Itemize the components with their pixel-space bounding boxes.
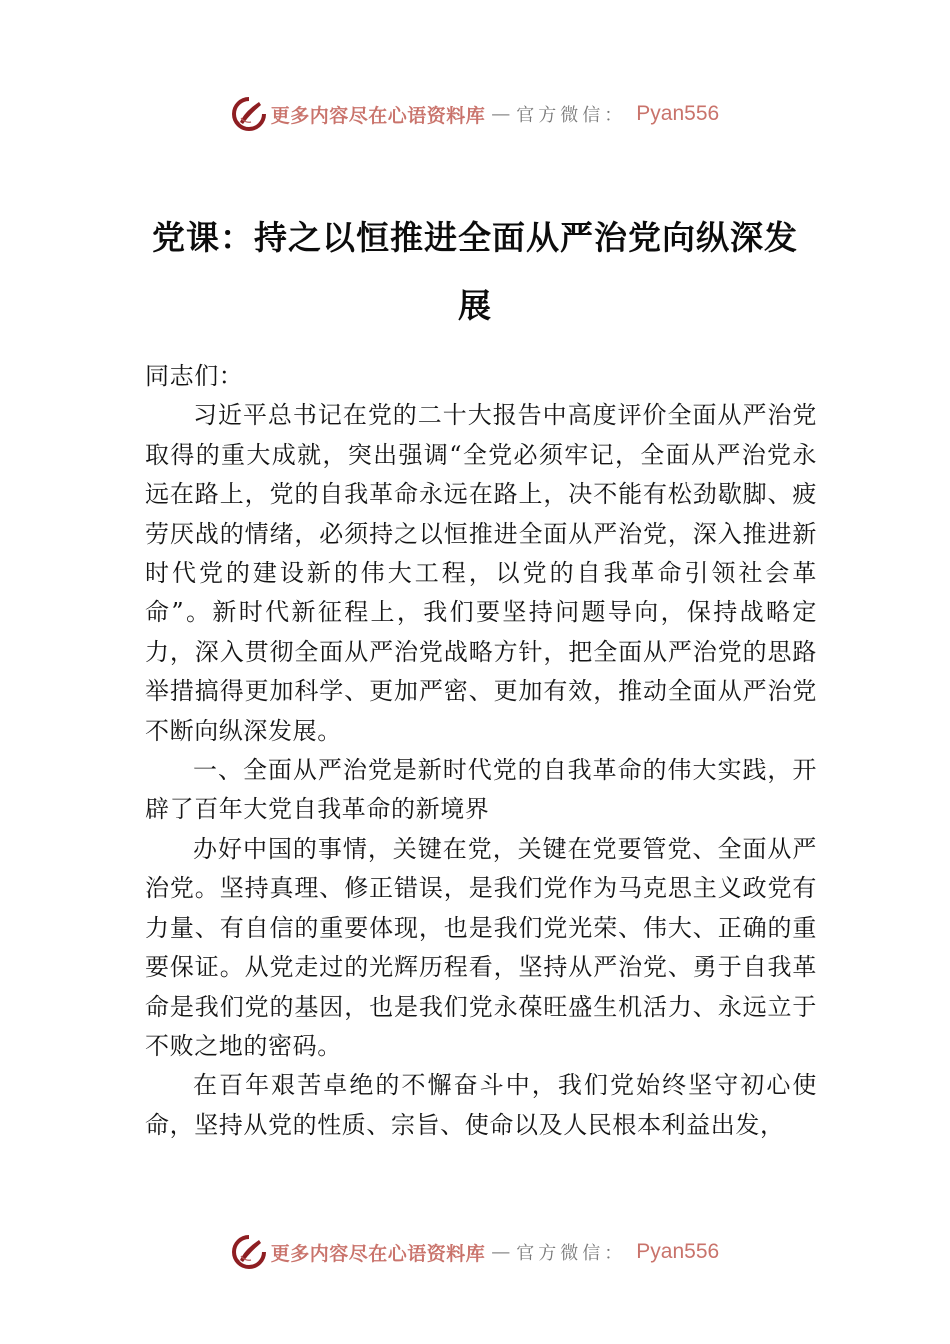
quill-pen-logo-icon — [231, 1234, 267, 1270]
footer-watermark — [0, 1230, 950, 1274]
watermark-dash: — — [491, 103, 511, 125]
watermark-brand-text: 更多内容尽在心语资料库 — [270, 104, 486, 127]
salutation: 同志们： — [145, 362, 244, 390]
watermark-wechat-label: 官方微信： — [516, 105, 627, 126]
header-watermark — [0, 92, 950, 136]
watermark-wechat-label: 官方微信： — [516, 1243, 627, 1264]
watermark-wechat-id: Pyan556 — [636, 102, 720, 125]
document-body — [145, 357, 817, 1145]
section-heading-1: 一、全面从严治党是新时代党的自我革命的伟大实践，开辟了百年大党自我革命的新境界 — [145, 756, 817, 824]
document-title: 党课：持之以恒推进全面从严治党向纵深发展 — [152, 218, 798, 326]
watermark-brand-text: 更多内容尽在心语资料库 — [270, 1242, 486, 1265]
paragraph-section1-2: 在百年艰苦卓绝的不懈奋斗中，我们党始终坚守初心使命，坚持从党的性质、宗旨、使命以及人民根本利益出发， — [145, 1071, 817, 1139]
paragraph-section1-1: 办好中国的事情，关键在党，关键在党要管党、全面从严治党。坚持真理、修正错误，是我们党作为马克思主义政党有力量、有自信的重要体现，也是我们党光荣、伟大、正确的重要保证。从党走过的光辉历程看，坚持从严治党、勇于自我革命是我们党的基因，也是我们党永葆旺盛生机活力、永远立于不败之地的密码。 — [145, 834, 817, 1060]
watermark-wechat-id: Pyan556 — [636, 1240, 720, 1263]
quill-pen-logo-icon — [231, 96, 267, 132]
watermark-dash: — — [491, 1241, 511, 1263]
paragraph-intro: 习近平总书记在党的二十大报告中高度评价全面从严治党取得的重大成就，突出强调“全党必须牢记，全面从严治党永远在路上，党的自我革命永远在路上，决不能有松劲歇脚、疲劳厌战的情绪，必须持之以恒推进全面从严治党，深入推进新时代党的建设新的伟大工程，以党的自我革命引领社会革命”。新时代新征程上，我们要坚持问题导向，保持战略定力，深入贯彻全面从严治党战略方针，把全面从严治党的思路举措搞得更加科学、更加严密、更加有效，推动全面从严治党不断向纵深发展。 — [145, 401, 817, 745]
